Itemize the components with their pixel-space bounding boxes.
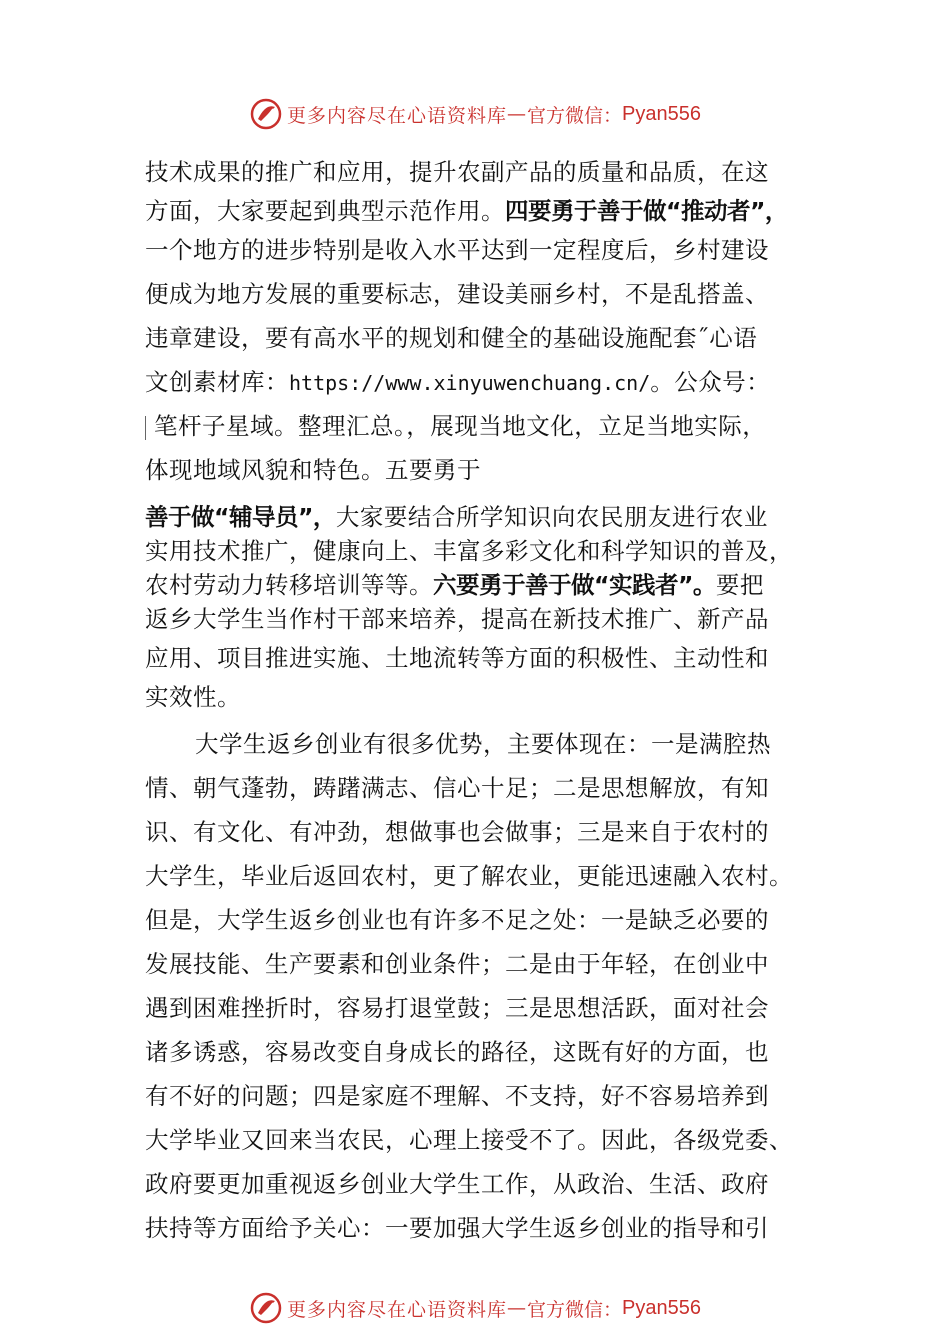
text-run: 。公众号：	[650, 368, 771, 396]
footer-site-name: 更多内容尽在心语资料库	[287, 1298, 508, 1321]
text-line: 情、朝气蓬勃，踌躇满志、信心十足；二是思想解放，有知	[145, 774, 769, 802]
document-body	[145, 150, 825, 1250]
text-line: 大学生，毕业后返回农村，更了解农业，更能迅速融入农村。	[145, 862, 793, 890]
text-line: 大学生返乡创业有很多优势，主要体现在：一是满腔热	[195, 730, 771, 758]
text-line: 实用技术推广，健康向上、丰富多彩文化和科学知识的普及，	[145, 537, 793, 565]
text-line: 遇到困难挫折时，容易打退堂鼓；三是思想活跃，面对社会	[145, 994, 769, 1022]
text-run: 笔杆子星域。整理汇总。，展现当地文化，立足当地实际，	[154, 412, 767, 440]
text-line: 技术成果的推广和应用，提升农副产品的质量和品质，在这	[145, 158, 769, 186]
logo-icon	[249, 1291, 283, 1325]
bold-run: 四要勇于善于做“推动者”，	[505, 197, 788, 225]
text-line: 有不好的问题；四是家庭不理解、不支持，好不容易培养到	[145, 1082, 769, 1110]
footer-dash: —	[507, 1297, 528, 1319]
header-banner	[0, 94, 950, 134]
text-line: 扶持等方面给予关心：一要加强大学生返乡创业的指导和引	[145, 1214, 769, 1242]
text-line: 实效性。	[145, 683, 241, 711]
text-run: 方面，大家要起到典型示范作用。	[145, 197, 505, 225]
text-line: 发展技能、生产要素和创业条件；二是由于年轻，在创业中	[145, 950, 769, 978]
footer-wechat-label: 官方微信：	[527, 1298, 623, 1321]
text-line	[145, 500, 825, 534]
text-line: 应用、项目推进实施、土地流转等方面的积极性、主动性和	[145, 644, 769, 672]
text-line	[145, 360, 825, 404]
text-line: 诸多诱惑，容易改变自身成长的路径，这既有好的方面，也	[145, 1038, 769, 1066]
text-run: 农村劳动力转移培训等等。	[145, 571, 433, 599]
text-run: 文创素材库：	[145, 368, 289, 396]
text-line: 大学毕业又回来当农民，心理上接受不了。因此，各级党委、	[145, 1126, 793, 1154]
text-line	[145, 404, 825, 448]
text-line: 但是，大学生返乡创业也有许多不足之处：一是缺乏必要的	[145, 906, 769, 934]
header-wechat-id: Pyan556	[622, 102, 701, 125]
text-line: 识、有文化、有冲劲，想做事也会做事；三是来自于农村的	[145, 818, 769, 846]
footer-banner	[0, 1288, 950, 1328]
footer-wechat-id: Pyan556	[622, 1296, 701, 1319]
logo-icon	[249, 97, 283, 131]
bold-run: 六要勇于善于做“实践者”。	[433, 571, 716, 599]
text-line: 便成为地方发展的重要标志，建设美丽乡村，不是乱搭盖、	[145, 280, 769, 308]
text-line	[145, 568, 825, 602]
text-run: 要把	[715, 571, 764, 599]
text-line	[145, 194, 825, 228]
text-cursor	[145, 416, 146, 440]
text-line: 一个地方的进步特别是收入水平达到一定程度后，乡村建设	[145, 236, 769, 264]
text-line: 政府要更加重视返乡创业大学生工作，从政治、生活、政府	[145, 1170, 769, 1198]
text-line: 违章建设，要有高水平的规划和健全的基础设施配套˝心语	[145, 324, 758, 352]
text-line: 体现地域风貌和特色。五要勇于	[145, 456, 481, 484]
bold-run: 善于做“辅导员”，	[145, 503, 336, 531]
header-dash: —	[507, 103, 528, 125]
header-site-name: 更多内容尽在心语资料库	[287, 104, 508, 127]
text-run: 大家要结合所学知识向农民朋友进行农业	[335, 503, 768, 531]
header-wechat-label: 官方微信：	[527, 104, 623, 127]
text-line: 返乡大学生当作村干部来培养，提高在新技术推广、新产品	[145, 605, 769, 633]
url-text: https://www.xinyuwenchuang.cn/	[289, 371, 651, 395]
